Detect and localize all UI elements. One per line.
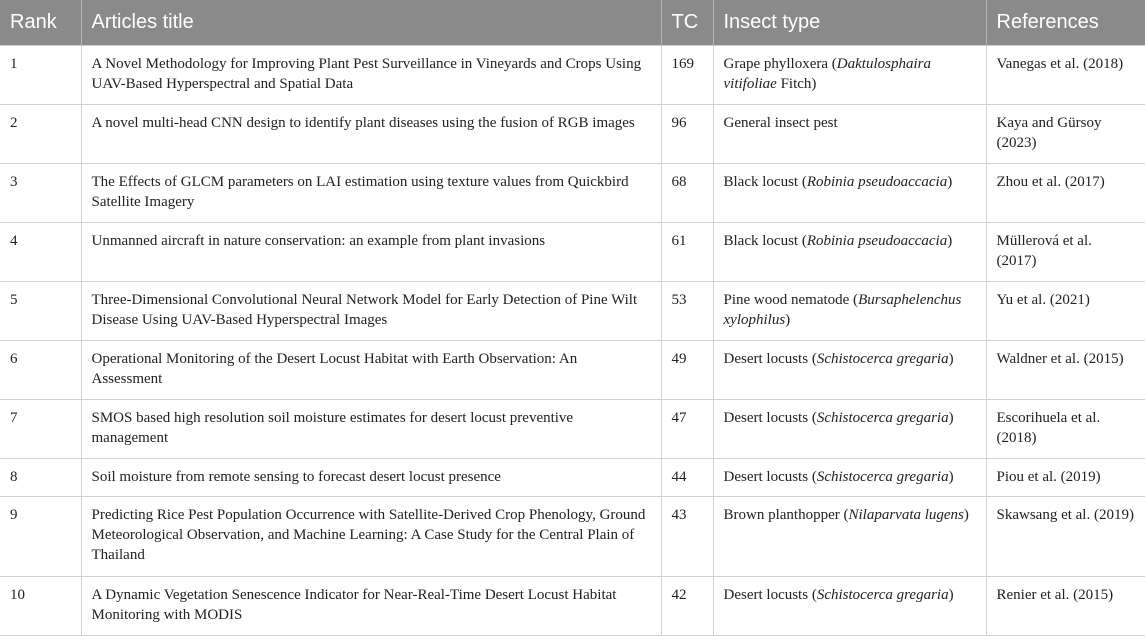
table-row — [0, 399, 1145, 458]
table-header — [0, 0, 1145, 45]
title-cell: A Novel Methodology for Improving Plant Pest Surveillance in Vineyards and Crops Using UAV-Based Hyperspectral and Spatial Data — [81, 45, 661, 104]
insect-common: Desert locusts ( — [723, 468, 817, 485]
reference-cell: Renier et al. (2015) — [986, 576, 1145, 635]
insect-tail: ) — [963, 506, 969, 523]
tc-cell: 53 — [661, 281, 713, 340]
insect-scientific: Nilaparvata lugens — [848, 506, 964, 523]
rank-cell: 1 — [0, 45, 81, 104]
insect-scientific: Schistocerca gregaria — [816, 350, 949, 367]
insect-scientific: Schistocerca gregaria — [816, 586, 949, 603]
insect-tail: ) — [947, 173, 953, 190]
table-row — [0, 458, 1145, 496]
table-body — [0, 45, 1145, 635]
table-row — [0, 281, 1145, 340]
insect-tail: ) — [785, 311, 791, 328]
rank-cell: 10 — [0, 576, 81, 635]
insect-common: Pine wood nematode ( — [723, 291, 859, 308]
tc-cell: 169 — [661, 45, 713, 104]
insect-cell — [713, 576, 986, 635]
table-row — [0, 496, 1145, 576]
header-insect-type: Insect type — [713, 0, 986, 45]
reference-cell: Vanegas et al. (2018) — [986, 45, 1145, 104]
insect-tail: ) — [948, 409, 954, 426]
insect-cell — [713, 281, 986, 340]
insect-tail: ) — [947, 232, 953, 249]
reference-cell: Escorihuela et al. (2018) — [986, 399, 1145, 458]
insect-cell — [713, 340, 986, 399]
rank-cell: 5 — [0, 281, 81, 340]
tc-cell: 49 — [661, 340, 713, 399]
insect-scientific: Robinia pseudoaccacia — [806, 232, 948, 249]
insect-common: Desert locusts ( — [723, 350, 817, 367]
header-title: Articles title — [81, 0, 661, 45]
reference-cell: Piou et al. (2019) — [986, 458, 1145, 496]
insect-scientific: Schistocerca gregaria — [816, 409, 949, 426]
header-tc: TC — [661, 0, 713, 45]
insect-cell — [713, 458, 986, 496]
insect-common: Black locust ( — [723, 232, 807, 249]
insect-scientific: Daktulosphaira vitifoliae — [723, 55, 931, 92]
table-row — [0, 340, 1145, 399]
header-row — [0, 0, 1145, 45]
tc-cell: 42 — [661, 576, 713, 635]
tc-cell: 43 — [661, 496, 713, 576]
tc-cell: 47 — [661, 399, 713, 458]
insect-tail: ) — [948, 468, 954, 485]
title-cell: Unmanned aircraft in nature conservation: an example from plant invasions — [81, 222, 661, 281]
table-row — [0, 45, 1145, 104]
rank-cell: 2 — [0, 104, 81, 163]
rank-cell: 7 — [0, 399, 81, 458]
insect-cell — [713, 222, 986, 281]
insect-cell — [713, 399, 986, 458]
insect-common: Black locust ( — [723, 173, 807, 190]
insect-common: Grape phylloxera ( — [723, 55, 837, 72]
insect-common: Brown planthopper ( — [723, 506, 849, 523]
tc-cell: 96 — [661, 104, 713, 163]
title-cell: A Dynamic Vegetation Senescence Indicator for Near-Real-Time Desert Locust Habitat Monitoring with MODIS — [81, 576, 661, 635]
insect-tail: ) — [948, 350, 954, 367]
title-cell: Three-Dimensional Convolutional Neural Network Model for Early Detection of Pine Wilt Disease Using UAV-Based Hyperspectral Images — [81, 281, 661, 340]
table-row — [0, 576, 1145, 635]
reference-cell: Yu et al. (2021) — [986, 281, 1145, 340]
title-cell: A novel multi-head CNN design to identify plant diseases using the fusion of RGB images — [81, 104, 661, 163]
reference-cell: Waldner et al. (2015) — [986, 340, 1145, 399]
tc-cell: 68 — [661, 163, 713, 222]
rank-cell: 6 — [0, 340, 81, 399]
insect-tail: Fitch) — [776, 75, 817, 92]
rank-cell: 4 — [0, 222, 81, 281]
insect-common: General insect pest — [723, 114, 838, 131]
insect-scientific: Schistocerca gregaria — [816, 468, 949, 485]
title-cell: The Effects of GLCM parameters on LAI estimation using texture values from Quickbird Satellite Imagery — [81, 163, 661, 222]
tc-cell: 44 — [661, 458, 713, 496]
reference-cell: Skawsang et al. (2019) — [986, 496, 1145, 576]
insect-common: Desert locusts ( — [723, 409, 817, 426]
tc-cell: 61 — [661, 222, 713, 281]
table-row — [0, 104, 1145, 163]
rank-cell: 8 — [0, 458, 81, 496]
insect-scientific: Robinia pseudoaccacia — [806, 173, 948, 190]
insect-tail: ) — [948, 586, 954, 603]
table-row — [0, 222, 1145, 281]
rank-cell: 3 — [0, 163, 81, 222]
reference-cell: Kaya and Gürsoy (2023) — [986, 104, 1145, 163]
title-cell: Operational Monitoring of the Desert Locust Habitat with Earth Observation: An Assessment — [81, 340, 661, 399]
title-cell: Soil moisture from remote sensing to forecast desert locust presence — [81, 458, 661, 496]
insect-common: Desert locusts ( — [723, 586, 817, 603]
insect-cell — [713, 45, 986, 104]
insect-cell — [713, 163, 986, 222]
insect-scientific: Bursaphelenchus xylophilus — [723, 291, 962, 328]
title-cell: SMOS based high resolution soil moisture estimates for desert locust preventive management — [81, 399, 661, 458]
header-rank: Rank — [0, 0, 81, 45]
insect-cell — [713, 496, 986, 576]
reference-cell: Müllerová et al. (2017) — [986, 222, 1145, 281]
table-row — [0, 163, 1145, 222]
header-references: References — [986, 0, 1145, 45]
title-cell: Predicting Rice Pest Population Occurrence with Satellite-Derived Crop Phenology, Ground Meteorological Observation, and Machine Learning: A Case Study for the Central Plain of Thailand — [81, 496, 661, 576]
rank-cell: 9 — [0, 496, 81, 576]
reference-cell: Zhou et al. (2017) — [986, 163, 1145, 222]
insect-cell — [713, 104, 986, 163]
